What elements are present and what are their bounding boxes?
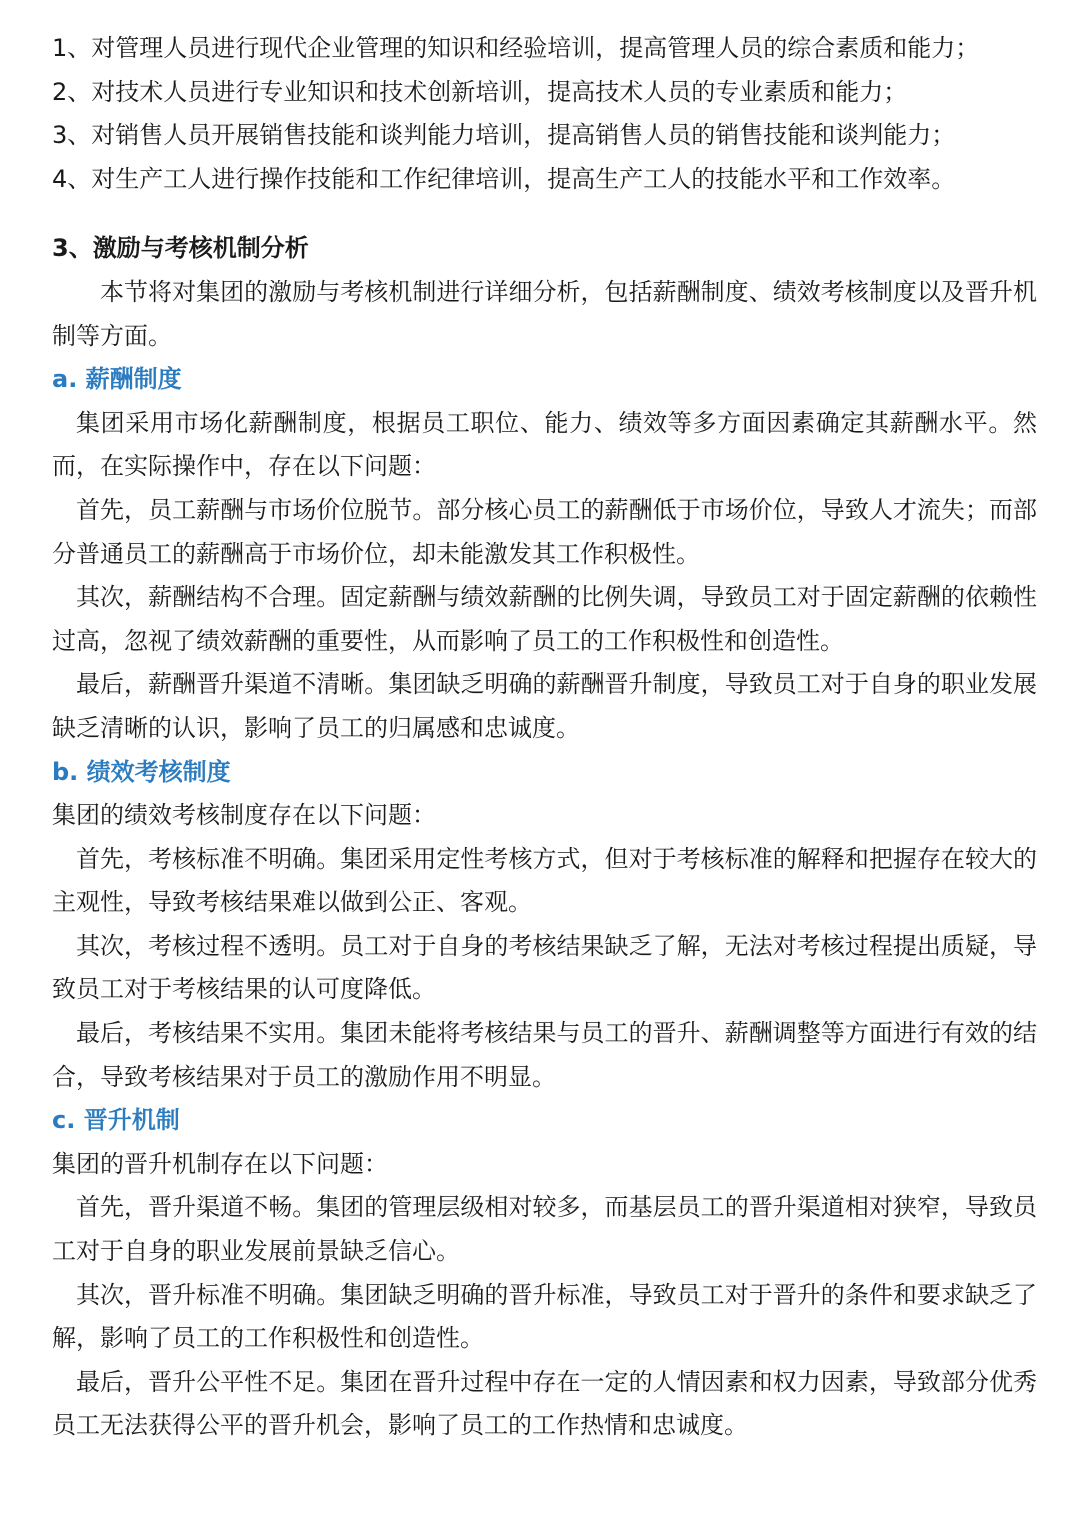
performance-lead: 集团的绩效考核制度存在以下问题： (52, 801, 436, 830)
promotion-point-1: 首先，晋升渠道不畅。集团的管理层级相对较多，而基层员工的晋升渠道相对狭窄，导致员工对于自身的职业发展前景缺乏信心。 (52, 1193, 1037, 1266)
document-page (52, 27, 1037, 1448)
training-item-2: 2、对技术人员进行专业知识和技术创新培训，提高技术人员的专业素质和能力； (52, 77, 908, 106)
training-item-3: 3、对销售人员开展销售技能和谈判能力培训，提高销售人员的销售技能和谈判能力； (52, 121, 956, 150)
salary-point-3: 最后，薪酬晋升渠道不清晰。集团缺乏明确的薪酬晋升制度，导致员工对于自身的职业发展缺乏清晰的认识，影响了员工的归属感和忠诚度。 (52, 670, 1037, 742)
promotion-lead: 集团的晋升机制存在以下问题： (52, 1149, 388, 1178)
section-heading: 3、激励与考核机制分析 (52, 234, 309, 263)
promotion-point-2: 其次，晋升标准不明确。集团缺乏明确的晋升标准，导致员工对于晋升的条件和要求缺乏了解，影响了员工的工作积极性和创造性。 (52, 1280, 1037, 1353)
subheading-promotion: c. 晋升机制 (52, 1106, 180, 1135)
training-item-1: 1、对管理人员进行现代企业管理的知识和经验培训，提高管理人员的综合素质和能力； (52, 34, 980, 62)
subheading-performance: b. 绩效考核制度 (52, 757, 231, 786)
subheading-salary: a. 薪酬制度 (52, 365, 182, 394)
section-intro: 本节将对集团的激励与考核机制进行详细分析，包括薪酬制度、绩效考核制度以及晋升机制等方面。 (52, 277, 1037, 350)
performance-point-3: 最后，考核结果不实用。集团未能将考核结果与员工的晋升、薪酬调整等方面进行有效的结合，导致考核结果对于员工的激励作用不明显。 (52, 1019, 1037, 1091)
training-item-4: 4、对生产工人进行操作技能和工作纪律培训，提高生产工人的技能水平和工作效率。 (52, 164, 956, 193)
salary-point-2: 其次，薪酬结构不合理。固定薪酬与绩效薪酬的比例失调，导致员工对于固定薪酬的依赖性过高，忽视了绩效薪酬的重要性，从而影响了员工的工作积极性和创造性。 (52, 583, 1037, 655)
salary-lead: 集团采用市场化薪酬制度，根据员工职位、能力、绩效等多方面因素确定其薪酬水平。然而，在实际操作中，存在以下问题： (52, 408, 1037, 481)
performance-point-2: 其次，考核过程不透明。员工对于自身的考核结果缺乏了解，无法对考核过程提出质疑，导致员工对于考核结果的认可度降低。 (52, 931, 1037, 1004)
salary-point-1: 首先，员工薪酬与市场价位脱节。部分核心员工的薪酬低于市场价位，导致人才流失；而部分普通员工的薪酬高于市场价位，却未能激发其工作积极性。 (52, 495, 1037, 568)
promotion-point-3: 最后，晋升公平性不足。集团在晋升过程中存在一定的人情因素和权力因素，导致部分优秀员工无法获得公平的晋升机会，影响了员工的工作热情和忠诚度。 (52, 1367, 1037, 1440)
performance-point-1: 首先，考核标准不明确。集团采用定性考核方式，但对于考核标准的解释和把握存在较大的主观性，导致考核结果难以做到公正、客观。 (52, 844, 1037, 917)
